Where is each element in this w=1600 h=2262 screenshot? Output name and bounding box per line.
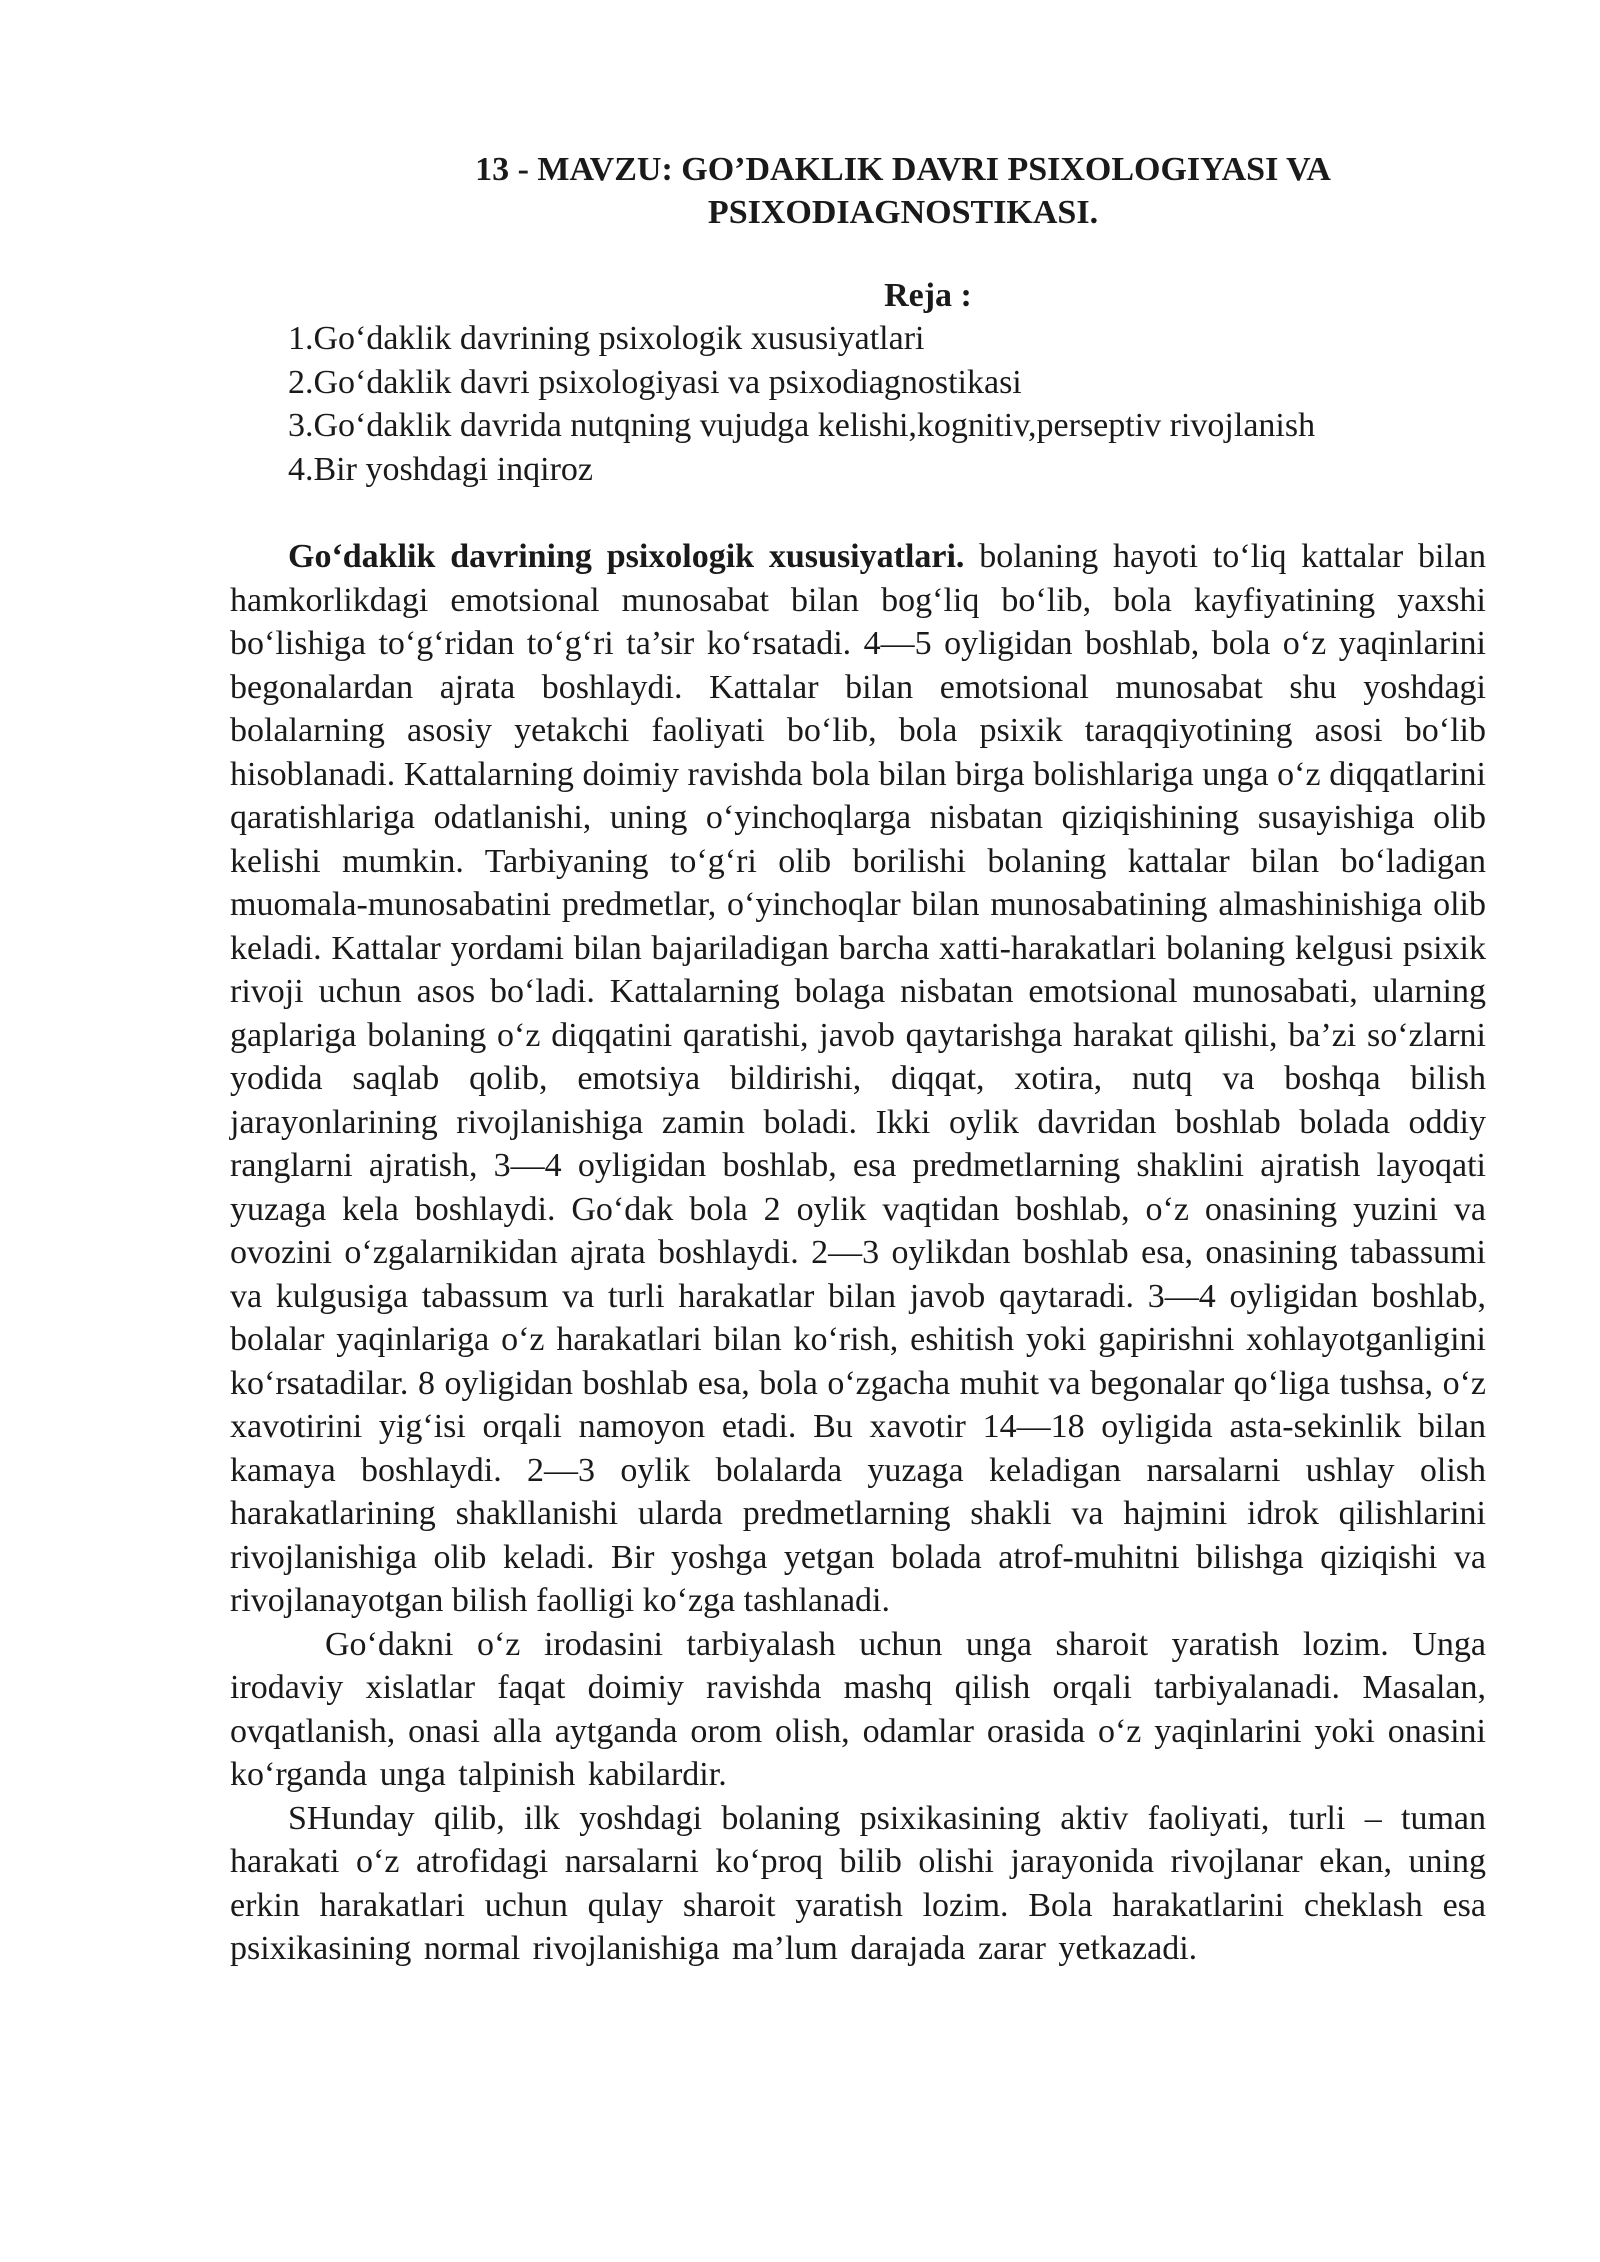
document-page — [230, 148, 1486, 1971]
plan-item: 1.Go‘daklik davrining psixologik xususiyatlari — [288, 320, 925, 357]
paragraph-1 — [230, 535, 1486, 1623]
plan-list — [230, 317, 1486, 491]
paragraph-2: Go‘dakni o‘z irodasini tarbiyalash uchun unga sharoit yaratish lozim. Unga irodaviy xislatlar faqat doimiy ravishda mashq qilish orqali tarbiyalanadi. Masalan, ovqatlanish, onasi alla aytganda orom olish, odamlar orasida o‘z yaqinlarini yoki onasini ko‘rganda unga talpinish kabilardir. — [230, 1625, 1486, 1793]
paragraph-1-lead: Go‘daklik davrining psixologik xususiyatlari. — [288, 538, 965, 575]
paragraph-3: SHunday qilib, ilk yoshdagi bolaning psixikasining aktiv faoliyati, turli – tuman harakati o‘z atrofidagi narsalarni ko‘proq bilib olishi jarayonida rivojlanar ekan, uning erkin harakatlari uchun qulay sharoit yaratish lozim. Bola harakatlarini cheklash esa psixikasining normal rivojlanishiga ma’lum darajada zarar yetkazadi. — [230, 1799, 1486, 1967]
title-line-1: 13 - MAVZU: GO’DAKLIK DAVRI PSIXOLOGIYASI VA — [475, 151, 1331, 188]
paragraph-1-text: bolaning hayoti to‘liq kattalar bilan hamkorlikdagi emotsional munosabat bilan bog‘liq bo‘lib, bola kayfiyatining yaxshi bo‘lishiga to‘g‘ridan to‘g‘ri ta’sir ko‘rsatadi. 4—5 oyligidan boshlab, bola o‘z yaqinlarini begonalardan ajrata boshlaydi. Kattalar bilan emotsional munosabat shu yoshdagi bolalarning asosiy yetakchi faoliyati bo‘lib, bola psixik taraqqiyotining asosi bo‘lib hisoblanadi. Kattalarning doimiy ravishda bola bilan birga bolishlariga unga o‘z diqqatlarini qaratishlariga odatlanishi, uning o‘yinchoqlarga nisbatan qiziqishining susayishiga olib kelishi mumkin. Tarbiyaning to‘g‘ri olib borilishi bolaning kattalar bilan bo‘ladigan muomala-munosabatini predmetlar, o‘yinchoqlar bilan munosabatining almashinishiga olib keladi. Kattalar yordami bilan bajariladigan barcha xatti-harakatlari bolaning kelgusi psixik rivoji uchun asos bo‘ladi. Kattalarning bolaga nisbatan emotsional munosabati, ularning gaplariga bolaning o‘z diqqatini qaratishi, javob qaytarishga harakat qilishi, ba’zi so‘zlarni yodida saqlab qolib, emotsiya bildirishi, diqqat, xotira, nutq va boshqa bilish jarayonlarining rivojlanishiga zamin boladi. Ikki oylik davridan boshlab bolada oddiy ranglarni ajratish, 3—4 oyligidan boshlab, esa predmetlarning shaklini ajratish layoqati yuzaga kela boshlaydi. Go‘dak bola 2 oylik vaqtidan boshlab, o‘z onasining yuzini va ovozini o‘zgalarnikidan ajrata boshlaydi. 2—3 oylikdan boshlab esa, onasining tabassumi va kulgusiga tabassum va turli harakatlar bilan javob qaytaradi. 3—4 oyligidan boshlab, bolalar yaqinlariga o‘z harakatlari bilan ko‘rish, eshitish yoki gapirishni xohlayotganligini ko‘rsatadilar. 8 oyligidan boshlab esa, bola o‘zgacha muhit va begonalar qo‘liga tushsa, o‘z xavotirini yig‘isi orqali namoyon etadi. Bu xavotir 14—18 oyligida asta-sekinlik bilan kamaya boshlaydi. 2—3 oylik bolalarda yuzaga keladigan narsalarni ushlay olish harakatlarining shakllanishi ularda predmetlarning shakli va hajmini idrok qilishlarini rivojlanishiga olib keladi. Bir yoshga yetgan bolada atrof-muhitni bilishga qiziqishi va rivojlanayotgan bilish faolligi ko‘zga tashlanadi. — [230, 538, 1486, 1619]
plan-item: 3.Go‘daklik davrida nutqning vujudga kelishi,kognitiv,perseptiv rivojlanish — [288, 407, 1316, 444]
plan-item: 2.Go‘daklik davri psixologiyasi va psixodiagnostikasi — [288, 363, 1022, 401]
document-title — [320, 148, 1486, 234]
plan-heading: Reja : — [884, 277, 972, 314]
plan-item: 4.Bir yoshdagi inqiroz — [288, 450, 594, 488]
title-line-2: PSIXODIAGNOSTIKASI. — [707, 194, 1099, 231]
